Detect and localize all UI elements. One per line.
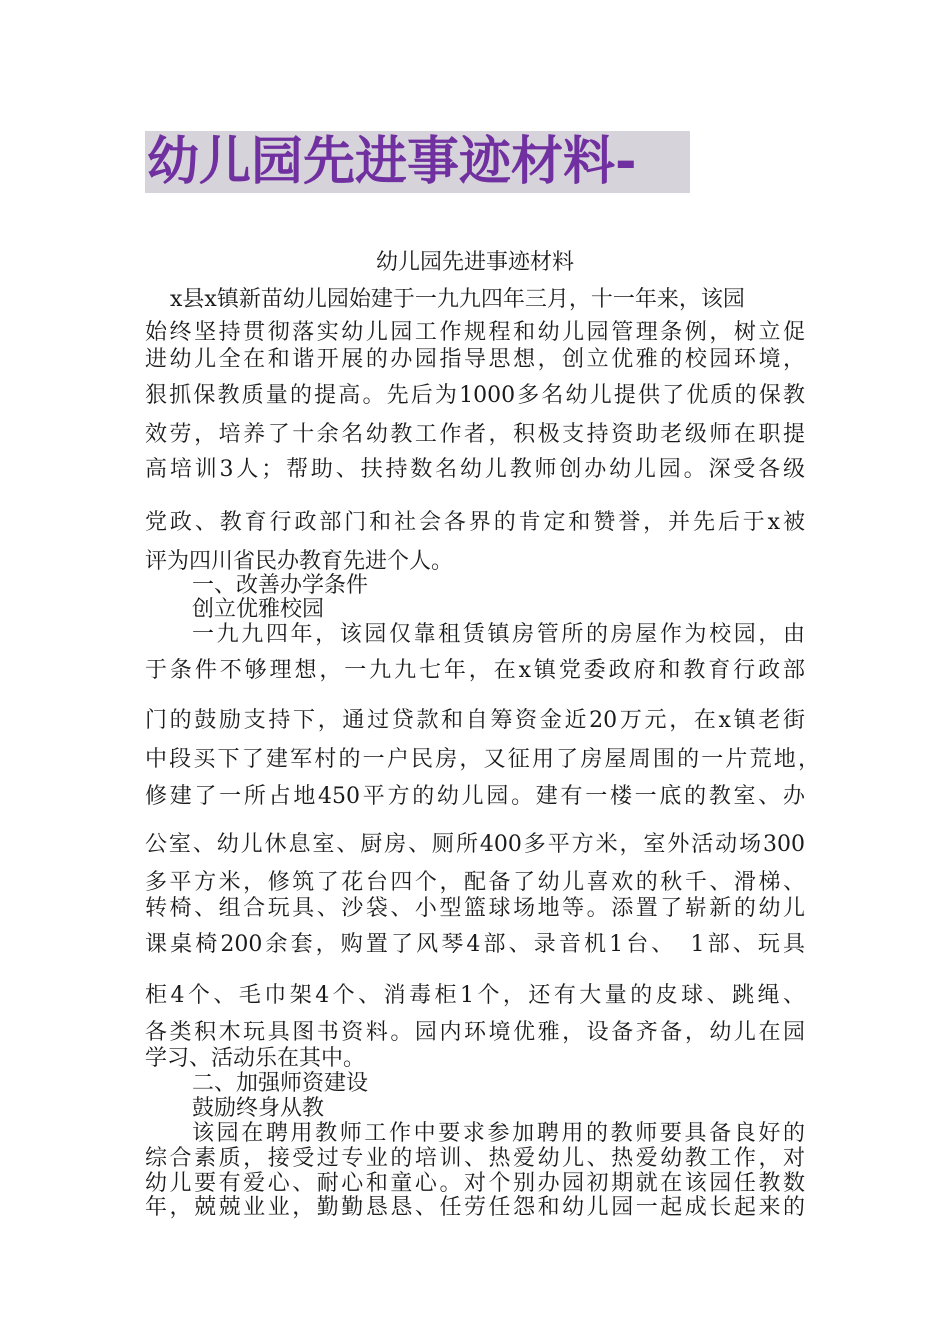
paragraph-line: 党政、教育行政部门和社会各界的肯定和赞誉，并先后于x被 [145, 510, 805, 535]
paragraph-line: 评为四川省民办教育先进个人。 [145, 549, 454, 574]
paragraph-line: 学习、活动乐在其中。 [145, 1046, 366, 1071]
paragraph-line: 效劳，培养了十余名幼教工作者，积极支持资助老级师在职提 [145, 422, 805, 447]
paragraph-line: 门的鼓励支持下，通过贷款和自筹资金近20万元，在x镇老街 [145, 708, 805, 733]
paragraph-line: 该园在聘用教师工作中要求参加聘用的教师要具备良好的 [192, 1121, 805, 1146]
paragraph-line: 年，兢兢业业，勤勤恳恳、任劳任怨和幼儿园一起成长起来的 [145, 1195, 805, 1220]
paragraph-line: 转椅、组合玩具、沙袋、小型篮球场地等。添置了崭新的幼儿 [145, 896, 805, 921]
subsection-heading: 创立优雅校园 [192, 597, 325, 622]
paragraph-line: 多平方米，修筑了花台四个，配备了幼儿喜欢的秋千、滑梯、 [145, 870, 805, 895]
paragraph-line: 公室、幼儿休息室、厨房、厕所400多平方米，室外活动场300 [145, 832, 805, 857]
paragraph-line: 狠抓保教质量的提高。先后为1000多名幼儿提供了优质的保教 [145, 383, 805, 408]
paragraph-line: 进幼儿全在和谐开展的办园指导思想，创立优雅的校园环境， [145, 347, 805, 372]
section-heading: 二、加强师资建设 [192, 1071, 369, 1096]
paragraph-line: 各类积木玩具图书资料。园内环境优雅，设备齐备，幼儿在园 [145, 1020, 805, 1045]
paragraph-line: 柜4个、毛巾架4个、消毒柜1个，还有大量的皮球、跳绳、 [145, 983, 805, 1008]
paragraph-line: 高培训3人；帮助、扶持数名幼儿教师创办幼儿园。深受各级 [145, 457, 805, 482]
paragraph-line: 一九九四年，该园仅靠租赁镇房管所的房屋作为校园，由 [192, 622, 805, 647]
paragraph-line: 修建了一所占地450平方的幼儿园。建有一楼一底的教室、办 [145, 784, 805, 809]
paragraph-line: 综合素质，接受过专业的培训、热爱幼儿、热爱幼教工作，对 [145, 1146, 805, 1171]
paragraph-line: 始终坚持贯彻落实幼儿园工作规程和幼儿园管理条例，树立促 [145, 320, 805, 345]
subsection-heading: 鼓励终身从教 [192, 1096, 325, 1121]
paragraph-line: 幼儿要有爱心、耐心和童心。对个别办园初期就在该园任教数 [145, 1171, 805, 1196]
paragraph-line: 中段买下了建军村的一户民房，又征用了房屋周围的一片荒地， [145, 747, 820, 772]
paragraph-line: x县x镇新苗幼儿园始建于一九九四年三月，十一年来，该园 [170, 287, 745, 312]
paragraph-line: 于条件不够理想，一九九七年，在x镇党委政府和教育行政部 [145, 658, 805, 683]
document-subtitle: 幼儿园先进事迹材料 [375, 250, 574, 275]
section-heading: 一、改善办学条件 [192, 573, 369, 598]
paragraph-line: 课桌椅200余套，购置了风琴4部、录音机1台、 1部、玩具 [145, 932, 805, 957]
page-title: 幼儿园先进事迹材料- [147, 132, 637, 192]
